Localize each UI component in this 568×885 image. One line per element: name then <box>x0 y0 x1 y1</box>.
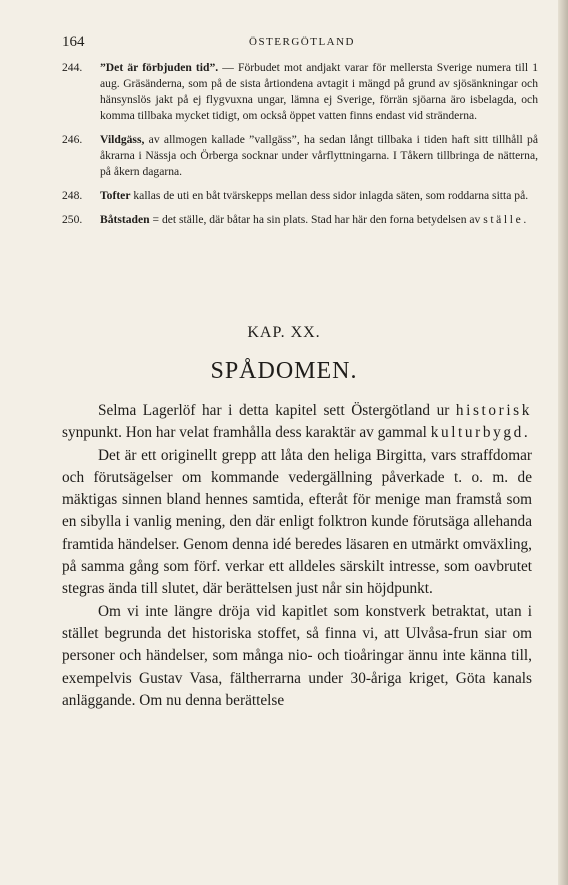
spaced-word-kulturbygd: kulturbygd <box>430 424 524 442</box>
note-text: — Förbudet mot andjakt varar för mellersta Sverige numera till 1 aug. Gräsänderna, som på de sista årtiondena avtagit i mängd på grund av sjösänkningar och hänsynslös jakt på ej flygvuxna ungar, lämna ej Sverige, förrän sjöarna äro isbelagda, och komma tillbaka mycket tidigt, om också öppet vatten finns endast vid stränderna. <box>100 61 538 122</box>
note-tail: . <box>523 213 527 226</box>
note-246 <box>62 132 538 180</box>
note-spaced-word: ställe <box>483 213 524 226</box>
text-run: . <box>523 424 528 442</box>
note-lead: Tofter <box>100 189 131 202</box>
footnotes-section <box>62 60 538 236</box>
note-244 <box>62 60 538 124</box>
note-lead: Båtstaden <box>100 213 150 226</box>
note-lead: Vildgäss, <box>100 133 145 146</box>
note-number: 244. <box>62 61 83 74</box>
note-lead: ”Det är förbjuden tid”. <box>100 61 219 74</box>
text-run: Selma Lagerlöf har i detta kapitel sett Östergötland ur <box>98 402 456 419</box>
note-text: av allmogen kallade ”vallgäss”, ha sedan långt tillbaka i tiden haft sitt tillhåll på åkrarna i Nässja och Örberga socknar under vårflyttningarna. I Tåkern tillbringa de nätterna, på åkern dagarna. <box>100 133 538 178</box>
body-paragraph-3: Om vi inte längre dröja vid kapitlet som konstverk betraktat, utan i stället begrunda det historiska stoffet, så finna vi, att Ulvåsa-frun siar om personer och händelser, som många nio- och tioåringar ännu inte känna till, exempelvis Gustav Vasa, fältherrarna under 30-åriga kriget, Göta kanals anläggande. Om nu denna berättelse <box>62 602 532 709</box>
note-248 <box>62 188 538 204</box>
book-spine-shadow <box>558 0 568 885</box>
text-run: synpunkt. Hon har velat framhålla dess karaktär av gammal <box>62 424 431 442</box>
note-250 <box>62 212 538 228</box>
body-paragraph-2: Det är ett originellt grepp att låta den heliga Birgitta, vars straffdomar och förutsägelser om kommande vedergällning påverkade t. o. m. de mäktigas sinnen bland hennes samtida, efteråt för menige man framstå som en sibylla i vanlig mening, den där enligt folktron kunde förutsäga allehanda framtida händelser. Genom denna idé beredes läsaren en utmärkt omväxling, på samma gång som förf. verkar ett alldeles särskilt intresse, som oavbrutet stegras ända till slutet, där berättelsen just når sin höjdpunkt. <box>62 446 532 598</box>
note-text: kallas de uti en båt tvärskepps mellan dess sidor inlagda säten, som roddarna sitta på. <box>130 189 529 202</box>
note-number: 246. <box>62 133 83 146</box>
chapter-body <box>62 400 532 712</box>
note-text: = det ställe, där båtar ha sin plats. Stad har här den forna betydelsen av <box>149 213 484 226</box>
chapter-title: SPÅDOMEN. <box>210 358 358 384</box>
page-header <box>62 34 542 52</box>
running-head: ÖSTERGÖTLAND <box>249 36 355 48</box>
chapter-label: KAP. XX. <box>247 324 321 341</box>
spaced-word-historisk: historisk <box>455 402 532 419</box>
page-number: 164 <box>62 34 85 50</box>
note-number: 250. <box>62 213 83 226</box>
note-number: 248. <box>62 189 83 202</box>
body-paragraph-1 <box>62 400 532 445</box>
